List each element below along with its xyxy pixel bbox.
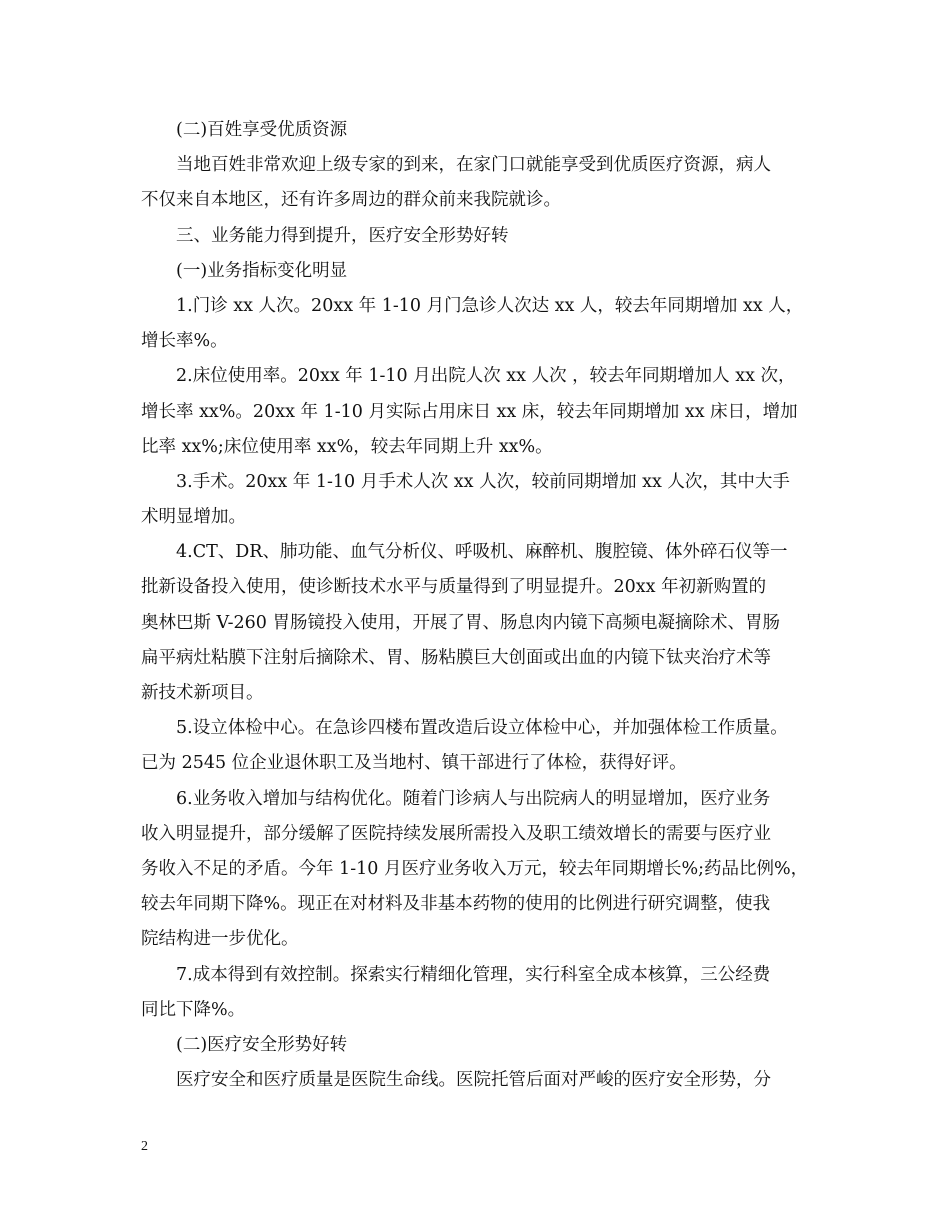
text-line: 当地百姓非常欢迎上级专家的到来，在家门口就能享受到优质医疗资源，病人 (176, 155, 771, 176)
text-line: (二)百姓享受优质资源 (176, 120, 348, 140)
page-number: 2 (141, 1139, 148, 1154)
text-line: (一)业务指标变化明显 (176, 260, 348, 281)
text-line: 已为 2545 位企业退休职工及当地村、镇干部进行了体检，获得好评。 (141, 753, 687, 774)
document-body (141, 113, 821, 1098)
text-line: 术明显增加。 (141, 507, 246, 528)
text-line: 2.床位使用率。20xx 年 1-10 月出院人次 xx 人次 ，较去年同期增加人 xx 次， (176, 366, 796, 387)
text-line: 批新设备投入使用，使诊断技术水平与质量得到了明显提升。20xx 年初新购置的 (141, 577, 767, 598)
text-line: 收入明显提升，部分缓解了医院持续发展所需投入及职工绩效增长的需要与医疗业 (141, 823, 771, 844)
text-line: 4.CT、DR、肺功能、血气分析仪、呼吸机、麻醉机、腹腔镜、体外碎石仪等一 (176, 542, 788, 563)
text-line: 7.成本得到有效控制。探索实行精细化管理，实行科室全成本核算，三公经费 (176, 964, 771, 985)
text-line: 新技术新项目。 (141, 683, 264, 703)
text-line: 6.业务收入增加与结构优化。随着门诊病人与出院病人的明显增加，医疗业务 (176, 788, 771, 809)
text-line: 比率 xx%;床位使用率 xx%，较去年同期上升 xx%。 (141, 436, 553, 457)
text-line: 奥林巴斯 V-260 胃肠镜投入使用，开展了胃、肠息肉内镜下高频电凝摘除术、胃肠 (141, 612, 780, 633)
text-line: 院结构进一步优化。 (141, 929, 299, 950)
text-line: 务收入不足的矛盾。今年 1-10 月医疗业务收入万元，较去年同期增长%;药品比例%， (141, 858, 809, 879)
text-line: 医疗安全和医疗质量是医院生命线。医院托管后面对严峻的医疗安全形势，分 (176, 1070, 771, 1091)
text-line: 三、业务能力得到提升，医疗安全形势好转 (176, 225, 509, 246)
text-line: 同比下降%。 (141, 999, 246, 1020)
text-line: 增长率 xx%。20xx 年 1-10 月实际占用床日 xx 床，较去年同期增加 xx 床日，增加 (141, 401, 798, 422)
text-line: 5.设立体检中心。在急诊四楼布置改造后设立体检中心，并加强体检工作质量。 (176, 718, 788, 739)
text-line: 1.门诊 xx 人次。20xx 年 1-10 月门急诊人次达 xx 人，较去年同期增加 xx 人， (176, 295, 804, 316)
text-line: 3.手术。20xx 年 1-10 月手术人次 xx 人次，较前同期增加 xx 人次，其中大手 (176, 471, 790, 492)
text-line: (二)医疗安全形势好转 (176, 1034, 348, 1055)
text-line: 增长率%。 (141, 331, 228, 352)
text-line: 较去年同期下降%。现正在对材料及非基本药物的使用的比例进行研究调整，使我 (141, 894, 771, 915)
text-line: 不仅来自本地区，还有许多周边的群众前来我院就诊。 (141, 190, 561, 211)
text-line: 扁平病灶粘膜下注射后摘除术、胃、肠粘膜巨大创面或出血的内镜下钛夹治疗术等 (141, 647, 771, 668)
